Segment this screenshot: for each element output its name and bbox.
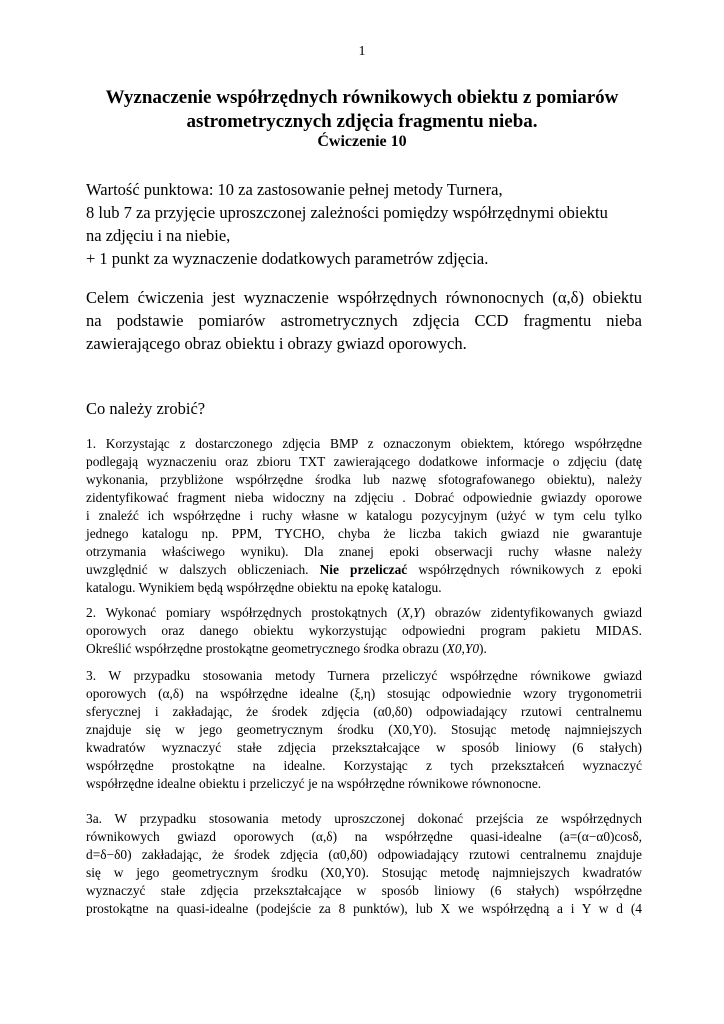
goal-paragraph <box>86 286 642 355</box>
goal-line-3: zawierającego obraz obiektu i obrazy gwiazd oporowych. <box>86 334 467 353</box>
points-line-4: + 1 punkt za wyznaczenie dodatkowych parametrów zdjęcia. <box>86 249 489 268</box>
section-heading: Co należy zrobić? <box>86 399 206 418</box>
step1-pre-bold: uwzględnić w dalszych obliczeniach. <box>86 562 320 577</box>
step1-line-1: 1. Korzystając z dostarczonego zdjęcia BMP z oznaczonym obiektem, którego współrzędne <box>86 436 642 451</box>
step1-line-4: zidentyfikować fragment nieba widoczny na zdjęciu . Dobrać odpowiednie gwiazdy oporowe <box>86 490 642 505</box>
step3-line-4: znajduje się w jego geometrycznym środku (X0,Y0). Stosując metodę najmniejszych <box>86 722 642 737</box>
points-line-1: Wartość punktowa: 10 za zastosowanie pełnej metody Turnera, <box>86 180 503 199</box>
step3a-line-1: 3a. W przypadku stosowania metody uproszczonej dokonać przejścia ze współrzędnych <box>86 811 642 826</box>
step3-line-7: współrzędne idealne obiektu i przeliczyć je na współrzędne równikowe równonocne. <box>86 776 542 791</box>
step2-line-1 <box>86 604 642 622</box>
step2-text-d: ). <box>479 641 487 656</box>
step2-line-3 <box>86 640 642 658</box>
step3-line-5: kwadratów wyznaczyć stałe zdjęcia przekształcające w sposób liniowy (6 stałych) <box>86 740 642 755</box>
step1-line-9: katalogu. Wynikiem będą współrzędne obiektu na epokę katalogu. <box>86 580 442 595</box>
step2-text-b: ) obrazów zidentyfikowanych gwiazd <box>420 605 642 620</box>
step1-line-2: podlegają wyznaczeniu oraz zbioru TXT zawierającego dodatkowe informacje o zdjęciu (datę <box>86 454 642 469</box>
step3-line-2: oporowych (α,δ) na współrzędne idealne (ξ,η) stosując odpowiednie wzory trygonometrii <box>86 686 642 701</box>
step2-text-a: 2. Wykonać pomiary współrzędnych prostokątnych ( <box>86 605 402 620</box>
points-line-2: 8 lub 7 za przyjęcie uproszczonej zależności pomiędzy współrzędnymi obiektu <box>86 203 608 222</box>
step2-xy: X,Y <box>401 605 421 620</box>
title-line-2: astrometrycznych zdjęcia fragmentu nieba. <box>186 111 538 132</box>
step3-line-3: sferycznej i zakładając, że środek zdjęcia (α0,δ0) odpowiadający rzutowi centralnemu <box>86 704 642 719</box>
step1-line-3: wykonania, przybliżone współrzędne środka lub nazwę sfotografowanego obiektu), należy <box>86 472 642 487</box>
step1-bold-text: Nie przeliczać <box>319 562 408 577</box>
points-paragraph <box>86 178 642 270</box>
step3-line-6: współrzędne prostokątne na idealne. Korzystając z tych przekształceń wyznaczyć <box>86 758 642 773</box>
step1-line-6: jednego katalogu np. PPM, TYCHO, chyba że liczba takich gwiazd nie gwarantuje <box>86 526 642 541</box>
step3a-line-3: d=δ−δ0) zakładając, że środek zdjęcia (α0,δ0) odpowiadający rzutowi centralnemu znajduje <box>86 847 642 862</box>
step3a-line-6: prostokątne na quasi-idealne (podejście za 8 punktów), lub X we współrzędną a i Y w d (4 <box>86 901 642 916</box>
points-line-3: na zdjęciu i na niebie, <box>86 226 231 245</box>
document-title <box>60 86 664 134</box>
step3a-line-2: równikowych gwiazd oporowych (α,δ) na współrzędne quasi-idealne (a=(α−α0)cosδ, <box>86 829 642 844</box>
step3a-line-5: wyznaczyć stałe zdjęcia przekształcające w sposób liniowy (6 stałych) współrzędne <box>86 883 642 898</box>
step1-line-5: i znaleźć ich współrzędne i ruchy własne w katalogu pozycyjnym (użyć w tym celu tylko <box>86 508 642 523</box>
exercise-number: Ćwiczenie 10 <box>317 133 407 150</box>
step2-line-2: oporowych oraz danego obiektu wykorzystując odpowiedni program pakietu MIDAS. <box>86 623 642 638</box>
goal-line-1: Celem ćwiczenia jest wyznaczenie współrzędnych równonocnych (α,δ) obiektu <box>86 288 642 307</box>
step2-text-c: Określić współrzędne prostokątne geometrycznego środka obrazu ( <box>86 641 447 656</box>
step3-line-1: 3. W przypadku stosowania metody Turnera przeliczyć współrzędne równikowe gwiazd <box>86 668 642 683</box>
title-line-1: Wyznaczenie współrzędnych równikowych obiektu z pomiarów <box>105 87 619 108</box>
step1-line-7: otrzymania właściwego wyniku). Dla znanej epoki obserwacji ruchy własne należy <box>86 544 642 559</box>
goal-line-2: na podstawie pomiarów astrometrycznych zdjęcia CCD fragmentu nieba <box>86 311 642 330</box>
step2-x0y0: X0,Y0 <box>446 641 480 656</box>
step-2-paragraph <box>86 604 642 658</box>
step-3a-paragraph <box>86 810 642 918</box>
page-number: 1 <box>358 44 366 59</box>
step-1-paragraph <box>86 435 642 597</box>
step1-line-8 <box>86 561 642 579</box>
step-3-paragraph <box>86 667 642 793</box>
step1-post-bold: współrzędnych równikowych z epoki <box>407 562 642 577</box>
step3a-line-4: się w jego geometrycznym środku (X0,Y0). Stosując metodę najmniejszych kwadratów <box>86 865 642 880</box>
